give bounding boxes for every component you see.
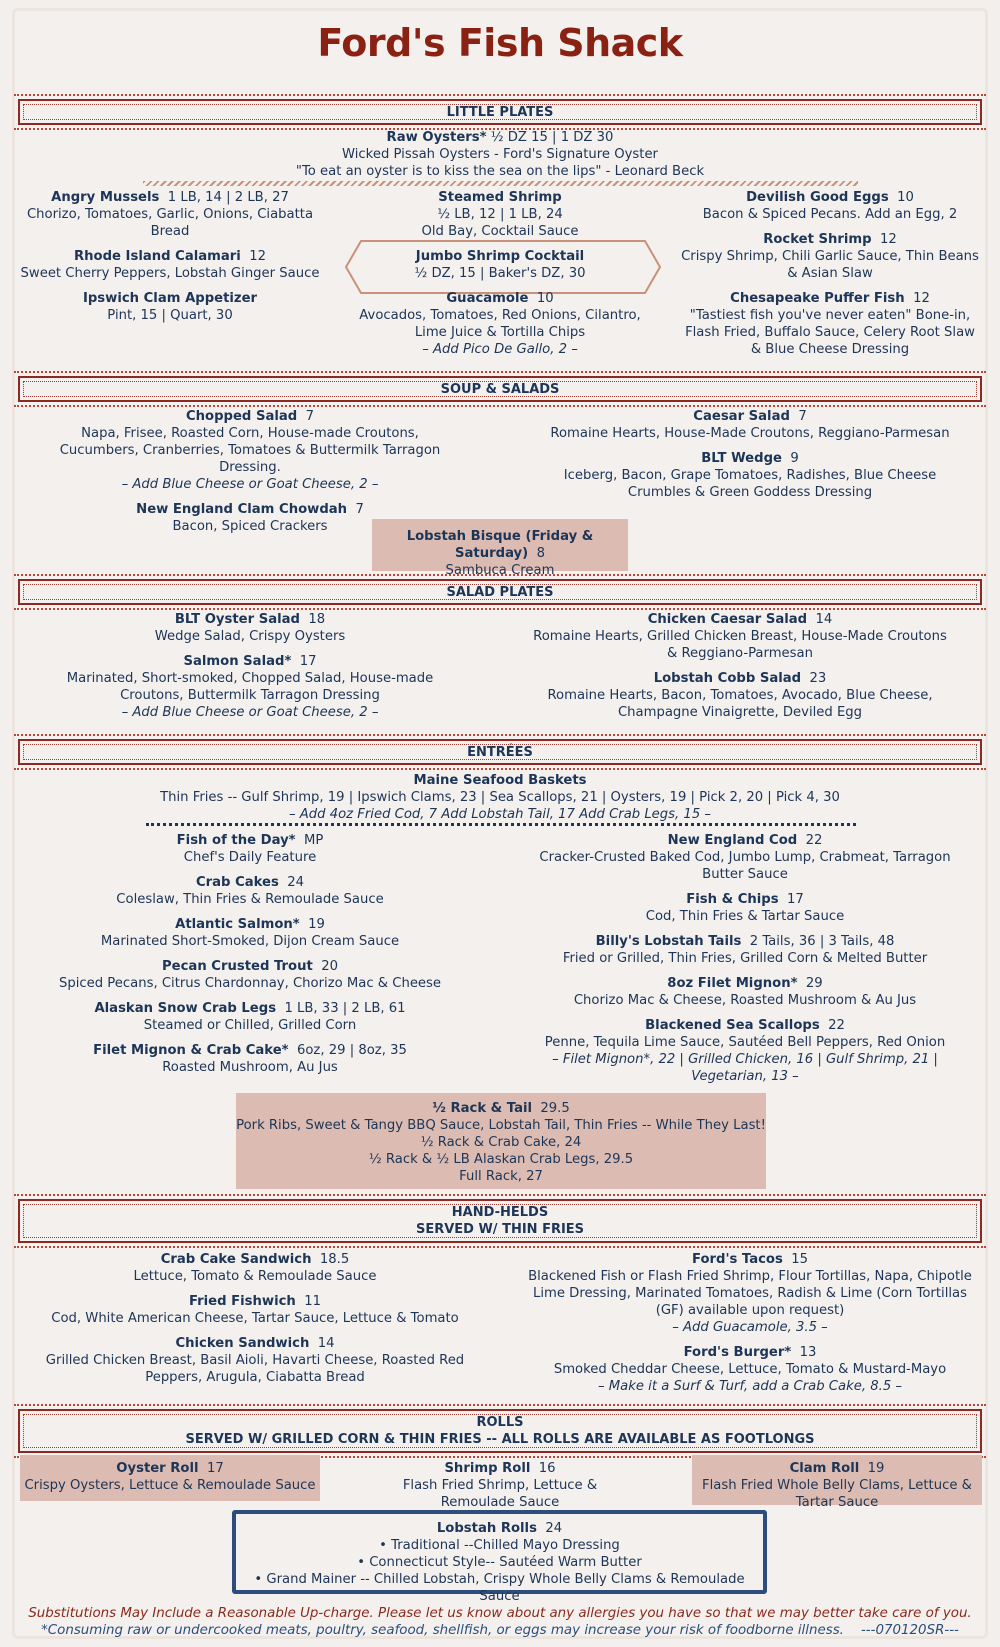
item-price: MP <box>303 833 324 848</box>
item-desc: Spiced Pecans, Citrus Chardonnay, Chorizo Mac & Cheese <box>58 976 442 991</box>
item-name: Chopped Salad <box>185 409 298 424</box>
item-name: Lobstah Rolls <box>436 1521 537 1536</box>
item-option: • Grand Mainer -- Chilled Lobstah, Crispy Whole Belly Clams & Remoulade Sauce <box>254 1572 745 1604</box>
item-price: 14 <box>317 1336 335 1351</box>
item-price: 29.5 <box>540 1101 570 1116</box>
menu-item-puffer-fish <box>680 290 980 358</box>
item-name: Fish of the Day* <box>176 833 296 848</box>
item-name: New England Clam Chowdah <box>136 502 348 517</box>
item-desc: Napa, Frisee, Roasted Corn, House-made Croutons, Cucumbers, Cranberries, Tomatoes & Buttermilk Tarragon Dressing. <box>59 426 441 475</box>
menu-item-pecan-trout <box>30 958 470 992</box>
item-price: 17 <box>206 1461 224 1476</box>
item-option: Full Rack, 27 <box>459 1169 543 1184</box>
item-price: 11 <box>304 1294 321 1309</box>
item-option: ½ Rack & Crab Cake, 24 <box>420 1135 582 1150</box>
item-price: 20 <box>321 959 338 974</box>
item-price: 22 <box>828 1018 845 1033</box>
entrees-left-column <box>30 832 470 1084</box>
menu-item-filet-crab-cake <box>30 1042 470 1076</box>
salad-plates-right-column <box>530 611 950 729</box>
item-desc: Steamed or Chilled, Grilled Corn <box>143 1018 357 1033</box>
item-option: • Connecticut Style-- Sautéed Warm Butter <box>357 1555 642 1570</box>
menu-item-blackened-scallops <box>530 1017 960 1085</box>
menu-item-jumbo-shrimp-cocktail <box>345 248 655 282</box>
item-desc: Bacon, Spiced Crackers <box>172 519 328 534</box>
item-price: 7 <box>305 409 315 424</box>
item-desc: Crispy Oysters, Lettuce & Remoulade Sauce <box>24 1478 316 1493</box>
item-price: 24 <box>287 875 305 890</box>
item-addon: – Add Pico De Gallo, 2 – <box>422 342 578 357</box>
item-price: 18.5 <box>319 1252 350 1267</box>
item-price: 10 <box>536 291 554 306</box>
item-price: 14 <box>815 612 833 627</box>
menu-item-clam-roll <box>692 1460 982 1511</box>
footer-code: ---070120SR--- <box>860 1623 959 1638</box>
item-desc: Smoked Cheddar Cheese, Lettuce, Tomato & Mustard-Mayo <box>553 1362 947 1377</box>
menu-item-new-england-cod <box>530 832 960 883</box>
item-desc: Cod, White American Cheese, Tartar Sauce, Lettuce & Tomato <box>51 1311 459 1326</box>
little-plates-right-column <box>680 189 980 366</box>
item-price: ½ DZ 15 | 1 DZ 30 <box>490 130 614 145</box>
menu-item-chicken-caesar-salad <box>530 611 950 662</box>
item-addon: – Make it a Surf & Turf, add a Crab Cake, 8.5 – <box>598 1379 902 1394</box>
menu-item-steamed-shrimp <box>345 189 655 240</box>
wavy-divider <box>143 181 858 186</box>
item-desc: Fried or Grilled, Thin Fries, Grilled Corn & Melted Butter <box>562 951 928 966</box>
item-desc: ½ DZ, 15 | Baker's DZ, 30 <box>414 266 586 281</box>
item-quote: "To eat an oyster is to kiss the sea on the lips" - Leonard Beck <box>295 164 705 179</box>
section-title-rolls: ROLLS <box>476 1415 524 1430</box>
item-price: 23 <box>809 671 827 686</box>
item-price: 6oz, 29 | 8oz, 35 <box>296 1043 407 1058</box>
menu-item-filet-mignon-8oz <box>530 975 960 1009</box>
item-name: Alaskan Snow Crab Legs <box>94 1001 277 1016</box>
handhelds-right-column <box>525 1251 975 1403</box>
item-name: BLT Oyster Salad <box>174 612 300 627</box>
item-name: Rocket Shrimp <box>763 232 872 247</box>
item-name: New England Cod <box>667 833 798 848</box>
menu-item-fried-fishwich <box>40 1293 470 1327</box>
item-price: 10 <box>897 190 914 205</box>
item-name: Ford's Burger* <box>683 1345 792 1360</box>
item-name: Shrimp Roll <box>444 1461 531 1476</box>
section-band-little-plates <box>14 94 986 130</box>
raw-oysters-block <box>150 129 850 180</box>
item-addon: – Add 4oz Fried Cod, 7 Add Lobstah Tail, 17 Add Crab Legs, 15 – <box>288 807 711 822</box>
menu-item-oyster-roll <box>20 1460 320 1494</box>
item-desc: Marinated Short-Smoked, Dijon Cream Sauce <box>100 934 400 949</box>
item-desc: Thin Fries -- Gulf Shrimp, 19 | Ipswich Clams, 23 | Sea Scallops, 21 | Oysters, 19 | Pick 2, 20 | Pick 4, 30 <box>160 790 840 805</box>
item-price: 29 <box>805 976 823 991</box>
item-price: 17 <box>299 654 317 669</box>
item-name: Angry Mussels <box>51 190 160 205</box>
menu-item-lobstah-rolls <box>236 1520 763 1605</box>
soup-right-column <box>540 408 960 509</box>
item-price: 1 LB, 14 | 2 LB, 27 <box>167 190 289 205</box>
item-name: Salmon Salad* <box>183 654 292 669</box>
item-name: Oyster Roll <box>116 1461 199 1476</box>
menu-item-chopped-salad <box>40 408 460 493</box>
menu-item-crab-cakes <box>30 874 470 908</box>
item-name: Crab Cake Sandwich <box>160 1252 312 1267</box>
item-price: 18 <box>308 612 326 627</box>
section-band-rolls <box>14 1404 986 1458</box>
item-price: 1 LB, 33 | 2 LB, 61 <box>284 1001 406 1016</box>
item-price: 7 <box>355 502 364 517</box>
item-price: 16 <box>538 1461 556 1476</box>
handhelds-left-column <box>40 1251 470 1394</box>
menu-item-lobstah-bisque <box>372 528 628 579</box>
item-desc: Chorizo, Tomatoes, Garlic, Onions, Ciabatta Bread <box>26 207 314 239</box>
menu-item-guacamole <box>345 290 655 358</box>
item-desc: Crispy Shrimp, Chili Garlic Sauce, Thin Beans & Asian Slaw <box>681 249 979 281</box>
menu-item-crab-cake-sandwich <box>40 1251 470 1285</box>
menu-item-salmon-salad <box>60 653 440 721</box>
item-price: 17 <box>786 892 804 907</box>
section-title-little-plates: LITTLE PLATES <box>446 104 554 120</box>
item-desc: Wicked Pissah Oysters - Ford's Signature Oyster <box>342 147 658 162</box>
menu-item-billys-lobstah-tails <box>530 933 960 967</box>
item-desc: Sambuca Cream <box>445 563 555 578</box>
item-price: 24 <box>545 1521 563 1536</box>
item-desc: Blackened Fish or Flash Fried Shrimp, Flour Tortillas, Napa, Chipotle Lime Dressing, Marinated Tomatoes, Radish & Lime (Corn Tortillas (GF) available upon request) <box>528 1269 972 1318</box>
item-name: Steamed Shrimp <box>438 190 562 205</box>
item-price: 7 <box>798 409 807 424</box>
item-desc: Old Bay, Cocktail Sauce <box>421 224 579 239</box>
dotted-divider <box>146 823 856 826</box>
item-addon: – Filet Mignon*, 22 | Grilled Chicken, 16 | Gulf Shrimp, 21 | Vegetarian, 13 – <box>552 1052 938 1084</box>
section-title-soup-salads: SOUP & SALADS <box>440 381 560 397</box>
section-title-handhelds: HAND-HELDS <box>451 1205 549 1220</box>
item-name: BLT Wedge <box>701 451 782 466</box>
menu-item-ipswich-clam <box>20 290 320 324</box>
item-desc: Flash Fried Whole Belly Clams, Lettuce & Tartar Sauce <box>702 1478 972 1510</box>
item-price: ½ LB, 12 | 1 LB, 24 <box>437 207 563 222</box>
item-desc: Marinated, Short-smoked, Chopped Salad, House-made Croutons, Buttermilk Tarragon Dressing <box>66 671 434 703</box>
menu-item-blt-wedge <box>540 450 960 501</box>
menu-item-fish-chips <box>530 891 960 925</box>
footer-consumption-warning: *Consuming raw or undercooked meats, poultry, seafood, shellfish, or eggs may increase your risk of foodborne illness. <box>41 1623 844 1638</box>
item-name: Chicken Caesar Salad <box>647 612 808 627</box>
item-price: 12 <box>880 232 897 247</box>
section-title-entrees: ENTRÉES <box>467 744 533 760</box>
item-desc: Romaine Hearts, Grilled Chicken Breast, House-Made Croutons & Reggiano-Parmesan <box>533 629 947 661</box>
item-name: Billy's Lobstah Tails <box>595 934 742 949</box>
item-name: Crab Cakes <box>195 875 279 890</box>
entrees-right-column <box>530 832 960 1093</box>
menu-item-caesar-salad <box>540 408 960 442</box>
item-desc: Chef's Daily Feature <box>183 850 317 865</box>
item-name: Lobstah Bisque (Friday & Saturday) <box>406 529 594 561</box>
menu-item-rocket-shrimp <box>680 231 980 282</box>
item-addon: – Add Blue Cheese or Goat Cheese, 2 – <box>121 705 379 720</box>
item-desc: Avocados, Tomatoes, Red Onions, Cilantro, Lime Juice & Tortilla Chips <box>359 308 641 340</box>
item-desc: Penne, Tequila Lime Sauce, Sautéed Bell Peppers, Red Onion <box>544 1035 946 1050</box>
footer-warning <box>0 1622 1000 1639</box>
item-desc: Pint, 15 | Quart, 30 <box>107 308 233 323</box>
menu-item-chicken-sandwich <box>40 1335 470 1386</box>
item-name: Ford's Tacos <box>691 1252 783 1267</box>
item-name: Pecan Crusted Trout <box>162 959 313 974</box>
menu-item-rack-tail <box>236 1100 766 1185</box>
item-desc: Cod, Thin Fries & Tartar Sauce <box>645 909 845 924</box>
menu-item-blt-oyster-salad <box>60 611 440 645</box>
item-price: 9 <box>790 451 799 466</box>
item-desc: Wedge Salad, Crispy Oysters <box>154 629 346 644</box>
item-desc: Grilled Chicken Breast, Basil Aioli, Havarti Cheese, Roasted Red Peppers, Arugula, Ciabatta Bread <box>45 1353 465 1385</box>
salad-plates-left-column <box>60 611 440 729</box>
section-subtitle-rolls: SERVED W/ GRILLED CORN & THIN FRIES -- ALL ROLLS ARE AVAILABLE AS FOOTLONGS <box>185 1432 815 1447</box>
item-name: Ipswich Clam Appetizer <box>82 291 258 306</box>
item-desc: Romaine Hearts, Bacon, Tomatoes, Avocado, Blue Cheese, Champagne Vinaigrette, Deviled Egg <box>547 688 933 720</box>
item-name: Fried Fishwich <box>188 1294 296 1309</box>
little-plates-middle-column <box>345 189 655 366</box>
item-name: Fish & Chips <box>686 892 779 907</box>
item-desc: Pork Ribs, Sweet & Tangy BBQ Sauce, Lobstah Tail, Thin Fries -- While They Last! <box>236 1118 766 1133</box>
section-band-handhelds <box>14 1194 986 1248</box>
item-desc: Iceberg, Bacon, Grape Tomatoes, Radishes, Blue Cheese Crumbles & Green Goddess Dressing <box>563 468 937 500</box>
item-name: Raw Oysters* <box>386 130 487 145</box>
menu-item-fords-burger <box>525 1344 975 1395</box>
item-desc: Cracker-Crusted Baked Cod, Jumbo Lump, Crabmeat, Tarragon Butter Sauce <box>539 850 951 882</box>
menu-item-fords-tacos <box>525 1251 975 1336</box>
item-name: ½ Rack & Tail <box>432 1101 533 1116</box>
item-desc: Coleslaw, Thin Fries & Remoulade Sauce <box>116 892 384 907</box>
footer-substitutions: Substitutions May Include a Reasonable Up-charge. Please let us know about any allergies you have so that we may better take care of you. <box>28 1606 972 1621</box>
item-name: Lobstah Cobb Salad <box>653 671 802 686</box>
item-option: • Traditional --Chilled Mayo Dressing <box>379 1538 620 1553</box>
little-plates-left-column <box>20 189 320 332</box>
item-addon: – Add Guacamole, 3.5 – <box>672 1320 828 1335</box>
section-band-salad-plates <box>14 574 986 610</box>
item-name: Blackened Sea Scallops <box>645 1018 820 1033</box>
item-name: Maine Seafood Baskets <box>413 773 587 788</box>
item-desc: Bacon & Spiced Pecans. Add an Egg, 2 <box>702 207 958 222</box>
item-name: Jumbo Shrimp Cocktail <box>415 249 585 264</box>
item-name: Chesapeake Puffer Fish <box>730 291 905 306</box>
item-addon: – Add Blue Cheese or Goat Cheese, 2 – <box>121 477 379 492</box>
menu-item-calamari <box>20 248 320 282</box>
item-desc: Chorizo Mac & Cheese, Roasted Mushroom & Au Jus <box>573 993 917 1008</box>
item-name: Clam Roll <box>789 1461 860 1476</box>
section-band-entrees <box>14 734 986 770</box>
item-option: ½ Rack & ½ LB Alaskan Crab Legs, 29.5 <box>368 1152 634 1167</box>
item-desc: Roasted Mushroom, Au Jus <box>162 1060 338 1075</box>
item-name: Devilish Good Eggs <box>746 190 889 205</box>
menu-item-angry-mussels <box>20 189 320 240</box>
menu-item-lobstah-cobb <box>530 670 950 721</box>
page-title: Ford's Fish Shack <box>317 21 683 65</box>
item-name: Atlantic Salmon* <box>175 917 300 932</box>
item-price: 8 <box>536 546 545 561</box>
menu-item-snow-crab <box>30 1000 470 1034</box>
menu-item-devilish-eggs <box>680 189 980 223</box>
item-price: 19 <box>308 917 325 932</box>
item-name: Caesar Salad <box>693 409 790 424</box>
menu-item-maine-seafood-baskets <box>60 772 940 823</box>
item-desc: Sweet Cherry Peppers, Lobstah Ginger Sauce <box>20 266 320 281</box>
menu-item-shrimp-roll <box>365 1460 635 1511</box>
item-desc: Lettuce, Tomato & Remoulade Sauce <box>133 1269 377 1284</box>
item-name: 8oz Filet Mignon* <box>667 976 798 991</box>
section-title-salad-plates: SALAD PLATES <box>446 584 554 600</box>
item-price: 15 <box>791 1252 809 1267</box>
item-price: 19 <box>867 1461 885 1476</box>
item-price: 22 <box>805 833 823 848</box>
section-subtitle-handhelds: SERVED W/ THIN FRIES <box>415 1222 585 1237</box>
item-price: 2 Tails, 36 | 3 Tails, 48 <box>749 934 895 949</box>
item-desc: Flash Fried Shrimp, Lettuce & Remoulade Sauce <box>402 1478 598 1510</box>
menu-item-fish-of-the-day <box>30 832 470 866</box>
item-price: 12 <box>913 291 930 306</box>
item-desc: Romaine Hearts, House-Made Croutons, Reggiano-Parmesan <box>550 426 950 441</box>
item-name: Chicken Sandwich <box>175 1336 310 1351</box>
section-band-soup-salads <box>14 371 986 407</box>
item-price: 12 <box>249 249 266 264</box>
item-price: 13 <box>799 1345 817 1360</box>
item-name: Rhode Island Calamari <box>73 249 241 264</box>
item-name: Guacamole <box>446 291 529 306</box>
menu-item-atlantic-salmon <box>30 916 470 950</box>
item-name: Filet Mignon & Crab Cake* <box>93 1043 289 1058</box>
item-desc: "Tastiest fish you've never eaten" Bone-in, Flash Fried, Buffalo Sauce, Celery Root Slaw & Blue Cheese Dressing <box>685 308 975 357</box>
